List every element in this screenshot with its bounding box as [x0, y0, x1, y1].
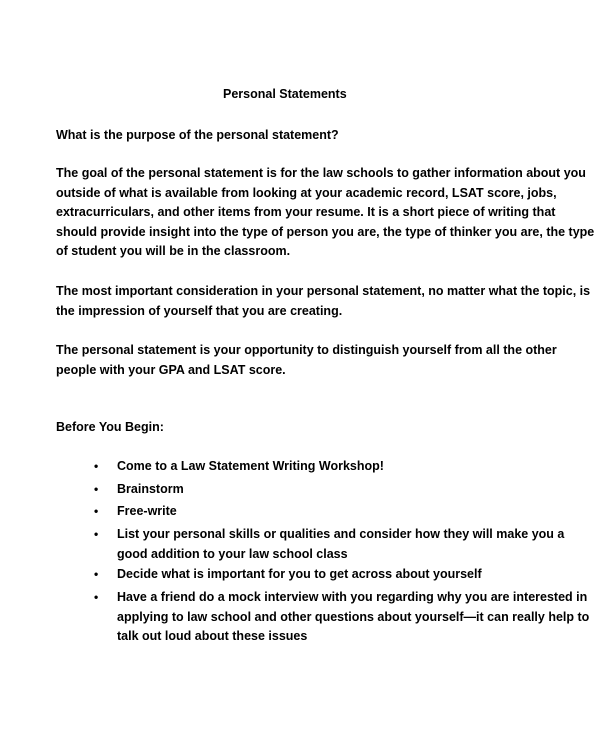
list-item-line: good addition to your law school class: [117, 546, 348, 561]
paragraph-line: The personal statement is your opportunity to distinguish yourself from all the other: [56, 343, 557, 357]
paragraph-line: the impression of yourself that you are creating.: [56, 303, 343, 318]
list-item-line: Come to a Law Statement Writing Workshop!: [117, 459, 384, 473]
before-you-begin-heading: Before You Begin:: [56, 420, 164, 434]
paragraph-line: of student you will be in the classroom.: [56, 244, 291, 258]
purpose-question-heading: What is the purpose of the personal statement?: [56, 128, 339, 142]
paragraph-line: extracurriculars, and other items from your resume. It is a short piece of writing that: [56, 205, 556, 219]
paragraph-line: people with your GPA and LSAT score.: [56, 362, 286, 377]
paragraph-line: should provide insight into the type of person you are, the type of thinker you are, the type: [56, 224, 595, 239]
list-item-line: List your personal skills or qualities and consider how they will make you a: [117, 527, 565, 541]
paragraph-goal: [56, 164, 595, 262]
list-item-line: Free-write: [117, 504, 177, 518]
paragraph-opportunity: [56, 341, 556, 380]
paragraph-line: The most important consideration in your personal statement, no matter what the topic, is: [56, 284, 591, 298]
paragraph-line: outside of what is available from looking at your academic record, LSAT score, jobs,: [56, 185, 557, 200]
list-item-line: Brainstorm: [117, 482, 184, 496]
list-item-line: Have a friend do a mock interview with you regarding why you are interested in: [117, 590, 588, 604]
bullet-icon: •: [94, 459, 99, 473]
paragraph-line: The goal of the personal statement is for the law schools to gather information about you: [56, 166, 586, 180]
list-item-line: talk out loud about these issues: [117, 629, 308, 643]
bullet-icon: •: [94, 527, 99, 541]
bullet-icon: •: [94, 567, 99, 581]
paragraph-consideration: [56, 282, 591, 321]
bullet-icon: •: [94, 590, 99, 604]
document-title: Personal Statements: [223, 87, 347, 101]
list-item-line: applying to law school and other questions about yourself—it can really help to: [117, 609, 590, 624]
bullet-icon: •: [94, 482, 99, 496]
bullet-icon: •: [94, 504, 99, 518]
list-item-line: Decide what is important for you to get across about yourself: [117, 567, 482, 581]
